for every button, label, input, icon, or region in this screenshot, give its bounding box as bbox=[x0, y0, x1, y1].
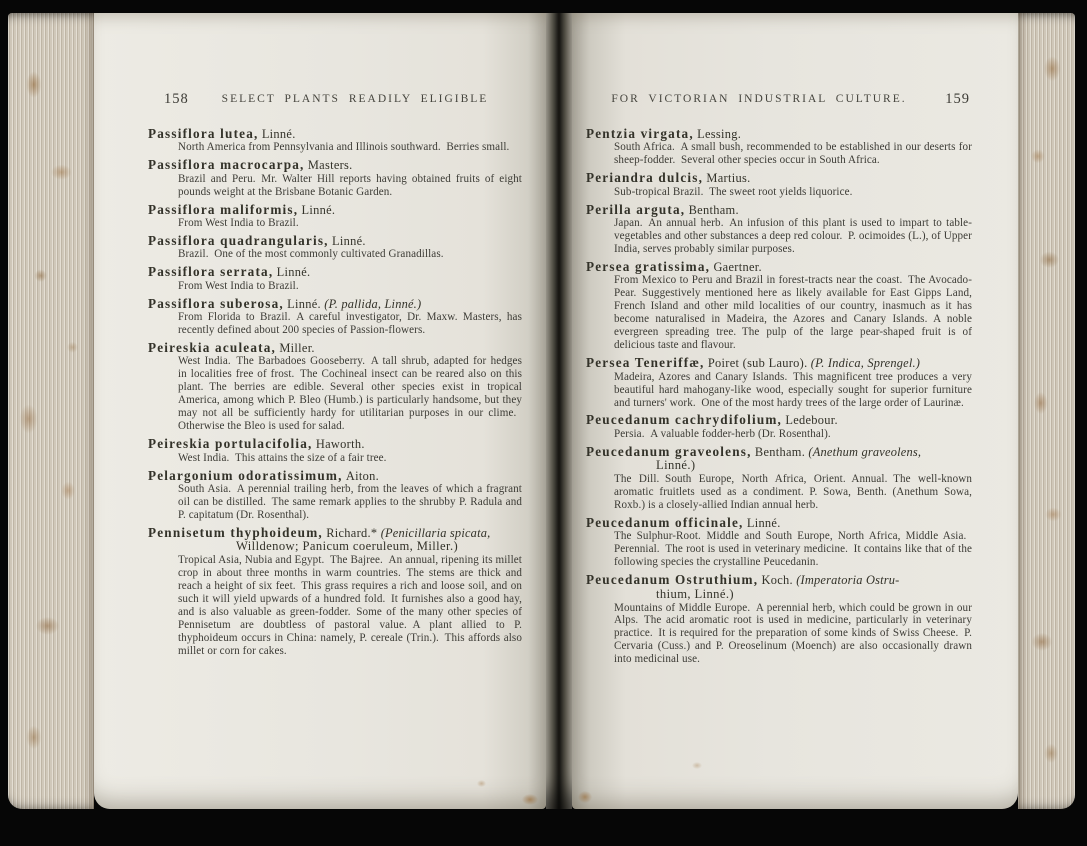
right-page-entries bbox=[586, 126, 972, 666]
right-page bbox=[572, 13, 1018, 809]
plant-description: Mountains of Middle Europe. A perennial herb, which could be grown in our Alps. The acid aromatic root is used in medicine, particularly in veterinary practice. It is required for the preparation of some kinds of Swiss Cheese. P. Cervaria (Cuss.) and P. Oreoselinum (Moench) are also occasionally drawn into medicinal use. bbox=[614, 601, 972, 666]
plant-synonym: (Anethum graveolens, bbox=[808, 444, 922, 459]
plant-name: Persea gratissima, bbox=[586, 258, 711, 274]
foxing-stain bbox=[522, 794, 538, 805]
plant-entry-heading bbox=[586, 515, 972, 530]
plant-entry bbox=[148, 340, 522, 433]
plant-name: Peucedanum cachrydifolium, bbox=[586, 412, 783, 428]
plant-description: West India. This attains the size of a fair tree. bbox=[178, 451, 387, 464]
plant-description: The Dill. South Europe, North Africa, Orient. Annual. The well-known aromatic fruitlets used as a condiment. P. Sowa, Benth. (Anethum Sowa, Roxb.) is a closely-allied Indian annual herb. bbox=[614, 473, 972, 512]
plant-authority: Aiton. bbox=[345, 468, 379, 483]
plant-authority: Linné. bbox=[746, 515, 781, 530]
plant-entry bbox=[586, 515, 972, 569]
page-edges-left bbox=[8, 13, 94, 809]
foxing-stain bbox=[692, 762, 702, 769]
right-page-header-row bbox=[586, 93, 972, 110]
plant-synonym-continuation: Linné.) bbox=[656, 458, 696, 473]
plant-authority: Haworth. bbox=[315, 437, 365, 452]
left-page-number: 158 bbox=[164, 91, 189, 107]
plant-name: Peucedanum officinale, bbox=[586, 514, 744, 530]
plant-authority: Bentham. bbox=[754, 444, 806, 459]
plant-entry bbox=[148, 126, 522, 154]
plant-name: Peucedanum graveolens, bbox=[586, 443, 752, 459]
plant-entry-heading bbox=[148, 264, 522, 279]
plant-entry-heading bbox=[148, 126, 522, 141]
plant-description: From West India to Brazil. bbox=[178, 279, 299, 292]
plant-entry bbox=[586, 572, 972, 666]
plant-name: Pelargonium odoratissimum, bbox=[148, 467, 343, 483]
plant-description: From Florida to Brazil. A careful investigator, Dr. Maxw. Masters, has recently defined about 200 species of Passion-flowers. bbox=[178, 311, 522, 337]
plant-entry bbox=[586, 444, 972, 512]
plant-authority: Linné. bbox=[331, 234, 366, 249]
left-page bbox=[94, 13, 546, 809]
plant-entry bbox=[586, 412, 972, 440]
plant-name: Peucedanum Ostruthium, bbox=[586, 572, 759, 588]
plant-entry-heading bbox=[148, 436, 522, 451]
plant-entry bbox=[148, 296, 522, 337]
plant-name: Periandra dulcis, bbox=[586, 170, 704, 186]
plant-entry bbox=[586, 202, 972, 256]
plant-entry bbox=[148, 436, 522, 464]
plant-entry bbox=[148, 157, 522, 198]
plant-description: Brazil and Peru. Mr. Walter Hill reports having obtained fruits of eight pounds weight at the Brisbane Botanic Garden. bbox=[178, 172, 522, 198]
foxing-stain bbox=[578, 791, 592, 803]
plant-entry-heading bbox=[148, 468, 522, 483]
plant-authority: Gaertner. bbox=[713, 259, 762, 274]
book-gutter bbox=[546, 13, 572, 809]
plant-authority: Martius. bbox=[706, 171, 751, 186]
plant-entry-heading bbox=[148, 340, 522, 355]
plant-authority: Linné. bbox=[287, 296, 321, 311]
plant-description: South Africa. A small bush, recommended to be established in our deserts for sheep-fodder. Several other species occur in South Africa. bbox=[614, 141, 972, 167]
plant-synonym: (Imperatoria Ostru- bbox=[796, 573, 900, 588]
plant-description: South Asia. A perennial trailing herb, from the leaves of which a fragrant oil can be distilled. The same remark applies to the shrubby P. Radula and P. capitatum (Dr. Rosenthal). bbox=[178, 483, 522, 521]
plant-entry-heading bbox=[586, 572, 972, 587]
plant-name: Passiflora macrocarpa, bbox=[148, 157, 305, 173]
plant-description: From West India to Brazil. bbox=[178, 217, 299, 230]
plant-entry bbox=[148, 233, 522, 261]
plant-name: Passiflora quadrangularis, bbox=[148, 233, 329, 249]
plant-description: From Mexico to Peru and Brazil in forest-tracts near the coast. The Avocado-Pear. Suggestively mentioned here as likely available for East Gipps Land, French Island and other mild localities of our country, inasmuch as it has become naturalised in Madeira, the Azores and Canary Islands. A noble evergreen spreading tree. The pulp of the large pear-shaped fruit is of delicious taste and flavour. bbox=[614, 274, 972, 352]
plant-synonym: (Penicillaria spicata, bbox=[380, 525, 491, 540]
right-running-header: FOR VICTORIAN INDUSTRIAL CULTURE. bbox=[611, 93, 907, 105]
plant-authority: Poiret (sub Lauro). bbox=[707, 356, 808, 371]
plant-name: Pentzia virgata, bbox=[586, 126, 694, 141]
plant-entry bbox=[586, 355, 972, 409]
plant-authority: Lessing. bbox=[697, 127, 742, 141]
plant-authority: Richard.* bbox=[326, 525, 378, 540]
plant-description: North America from Pennsylvania and Illinois southward. Berries small. bbox=[178, 141, 510, 154]
plant-synonym: (P. pallida, Linné.) bbox=[324, 296, 422, 311]
plant-name: Passiflora lutea, bbox=[148, 126, 259, 141]
plant-entry-heading bbox=[586, 355, 972, 370]
right-page-number: 159 bbox=[945, 91, 970, 107]
plant-name: Passiflora maliformis, bbox=[148, 201, 299, 217]
plant-entry-heading bbox=[586, 444, 972, 459]
plant-entry bbox=[148, 264, 522, 292]
plant-name: Pennisetum thyphoideum, bbox=[148, 524, 323, 540]
plant-entry-heading bbox=[148, 525, 522, 540]
foxing-stain bbox=[477, 780, 486, 787]
page-edges-right bbox=[1018, 13, 1075, 809]
plant-authority: Linné. bbox=[261, 127, 296, 141]
plant-description: Madeira, Azores and Canary Islands. This magnificent tree produces a very beautiful hard mahogany-like wood, especially sought for superior furniture and turners' work. One of the most hardy trees of the large order of Laurinæ. bbox=[614, 370, 972, 409]
plant-description: Tropical Asia, Nubia and Egypt. The Bajree. An annual, ripening its millet crop in about three months in warm countries. The stems are thick and reach a height of six feet. This grass requires a rich and loose soil, and on such it will yield upwards of a hundred fold. It furnishes also a good hay, and is also valuable as green-fodder. Some of the many other species of Pennisetum are doubtless of pastoral value. A plant allied to P. thyphoideum occurs in China: namely, P. cereale (Trin.). This affords also millet or corn for cakes. bbox=[178, 554, 522, 657]
plant-authority: Miller. bbox=[279, 341, 315, 356]
plant-entry-heading bbox=[586, 259, 972, 274]
plant-description: Japan. An annual herb. An infusion of this plant is used to impart to table-vegetables and other substances a deep red colour. P. ocimoides (L.), of Upper India, serves probably similar purposes. bbox=[614, 217, 972, 256]
plant-synonym: (P. Indica, Sprengel.) bbox=[810, 356, 921, 371]
left-running-header: SELECT PLANTS READILY ELIGIBLE bbox=[221, 93, 489, 105]
plant-description: West India. The Barbadoes Gooseberry. A tall shrub, adapted for hedges in localities free of frost. The Cochineal insect can be reared also on this plant. The berries are edible. Several other species exist in tropical America, among which P. Bleo (Humb.) is particularly handsome, but they may not all be sufficiently hardy for utilitarian purposes in our clime. Otherwise the Bleo is used for salad. bbox=[178, 355, 522, 433]
plant-entry bbox=[148, 202, 522, 230]
plant-authority: Masters. bbox=[307, 158, 353, 173]
plant-name: Passiflora suberosa, bbox=[148, 295, 284, 311]
plant-authority: Bentham. bbox=[688, 202, 739, 217]
plant-authority: Koch. bbox=[761, 573, 793, 588]
plant-synonym-continuation: thium, Linné.) bbox=[656, 586, 735, 601]
plant-entry bbox=[586, 259, 972, 352]
plant-entry-heading bbox=[148, 157, 522, 172]
plant-name: Peireskia portulacifolia, bbox=[148, 436, 313, 452]
plant-name: Persea Teneriffæ, bbox=[586, 355, 705, 371]
plant-entry bbox=[148, 525, 522, 658]
plant-name: Perilla arguta, bbox=[586, 201, 686, 217]
plant-entry-heading bbox=[148, 233, 522, 248]
plant-name: Passiflora serrata, bbox=[148, 264, 274, 280]
plant-entry-heading bbox=[586, 202, 972, 217]
left-page-header-row bbox=[148, 93, 522, 110]
plant-synonym-continuation: Willdenow; Panicum coeruleum, Miller.) bbox=[236, 539, 459, 554]
plant-description: Brazil. One of the most commonly cultivated Granadillas. bbox=[178, 248, 444, 261]
plant-entry-heading bbox=[586, 126, 972, 141]
left-page-entries bbox=[148, 126, 522, 658]
plant-authority: Linné. bbox=[276, 265, 311, 280]
plant-entry bbox=[586, 126, 972, 167]
plant-description: Persia. A valuable fodder-herb (Dr. Rosenthal). bbox=[614, 427, 831, 440]
plant-entry bbox=[586, 170, 972, 198]
plant-description: The Sulphur-Root. Middle and South Europe, North Africa, Middle Asia. Perennial. The root is used in veterinary medicine. It contains like that of the following species the crystalline Peucedanin. bbox=[614, 530, 972, 569]
plant-entry-heading bbox=[586, 170, 972, 185]
plant-entry-heading bbox=[148, 296, 522, 311]
plant-entry-heading bbox=[586, 412, 972, 427]
plant-authority: Linné. bbox=[301, 202, 336, 217]
plant-entry bbox=[148, 468, 522, 522]
open-book bbox=[8, 13, 1075, 809]
plant-authority: Ledebour. bbox=[785, 413, 838, 428]
plant-description: Sub-tropical Brazil. The sweet root yields liquorice. bbox=[614, 185, 853, 198]
plant-name: Peireskia aculeata, bbox=[148, 340, 277, 356]
plant-entry-heading bbox=[148, 202, 522, 217]
